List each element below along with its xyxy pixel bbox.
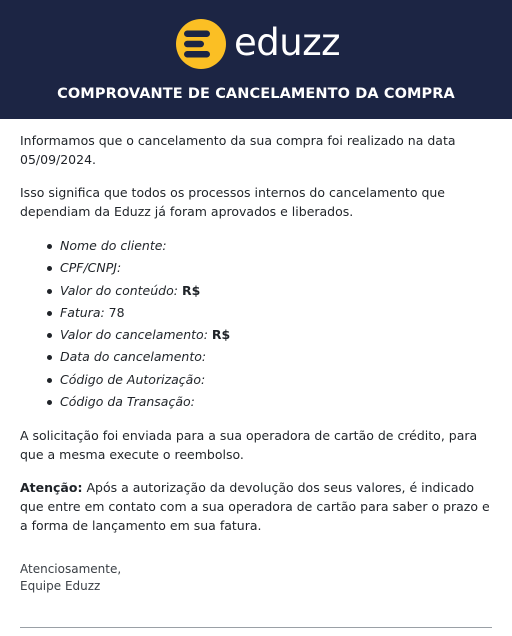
approval-paragraph: Isso significa que todos os processos internos do cancelamento que dependiam da Eduzz já foram aprovados e liberados. bbox=[20, 185, 445, 219]
field-label: Código de Autorização: bbox=[60, 371, 206, 387]
field-value: 78 bbox=[108, 304, 125, 320]
list-item-customer-name bbox=[46, 235, 492, 257]
list-item-cancellation-date bbox=[46, 346, 492, 368]
field-label: CPF/CNPJ: bbox=[60, 260, 122, 276]
email-body bbox=[0, 119, 512, 595]
attention-text: Após a autorização da devolução dos seus valores, é indicado que entre em contato com a sua operadora de cartão para saber o prazo e a forma de lançamento em sua fatura. bbox=[20, 480, 490, 534]
list-item-authorization-code bbox=[46, 369, 492, 391]
signoff-team: Equipe Eduzz bbox=[20, 579, 101, 594]
field-label: Fatura: bbox=[60, 304, 105, 320]
attention-label: Atenção: bbox=[20, 480, 83, 496]
field-label: Data do cancelamento: bbox=[60, 349, 207, 365]
brand-name: eduzz bbox=[234, 20, 341, 64]
field-label: Valor do cancelamento: bbox=[60, 327, 208, 343]
purchase-details-list bbox=[20, 235, 492, 413]
list-item-invoice bbox=[46, 302, 492, 324]
list-item-cancellation-value bbox=[46, 324, 492, 346]
list-item-transaction-code bbox=[46, 391, 492, 413]
field-value: R$ bbox=[211, 327, 231, 343]
footer-divider bbox=[20, 627, 492, 628]
email-header bbox=[0, 0, 512, 119]
field-label: Valor do conteúdo: bbox=[60, 282, 178, 298]
list-item-content-value bbox=[46, 280, 492, 302]
eduzz-logo-icon bbox=[176, 19, 226, 69]
signoff bbox=[20, 561, 492, 595]
list-item-cpf-cnpj bbox=[46, 257, 492, 279]
field-label: Nome do cliente: bbox=[60, 238, 167, 253]
field-label: Código da Transação: bbox=[60, 394, 195, 410]
eduzz-logo bbox=[176, 19, 340, 69]
page-title: COMPROVANTE DE CANCELAMENTO DA COMPRA bbox=[57, 86, 455, 102]
field-value: R$ bbox=[181, 282, 201, 298]
request-sent-paragraph: A solicitação foi enviada para a sua operadora de cartão de crédito, para que a mesma execute o reembolso. bbox=[20, 428, 478, 463]
attention-paragraph bbox=[20, 478, 492, 535]
intro-paragraph: Informamos que o cancelamento da sua compra foi realizado na data 05/09/2024. bbox=[20, 133, 456, 167]
signoff-greeting: Atenciosamente, bbox=[20, 562, 122, 577]
